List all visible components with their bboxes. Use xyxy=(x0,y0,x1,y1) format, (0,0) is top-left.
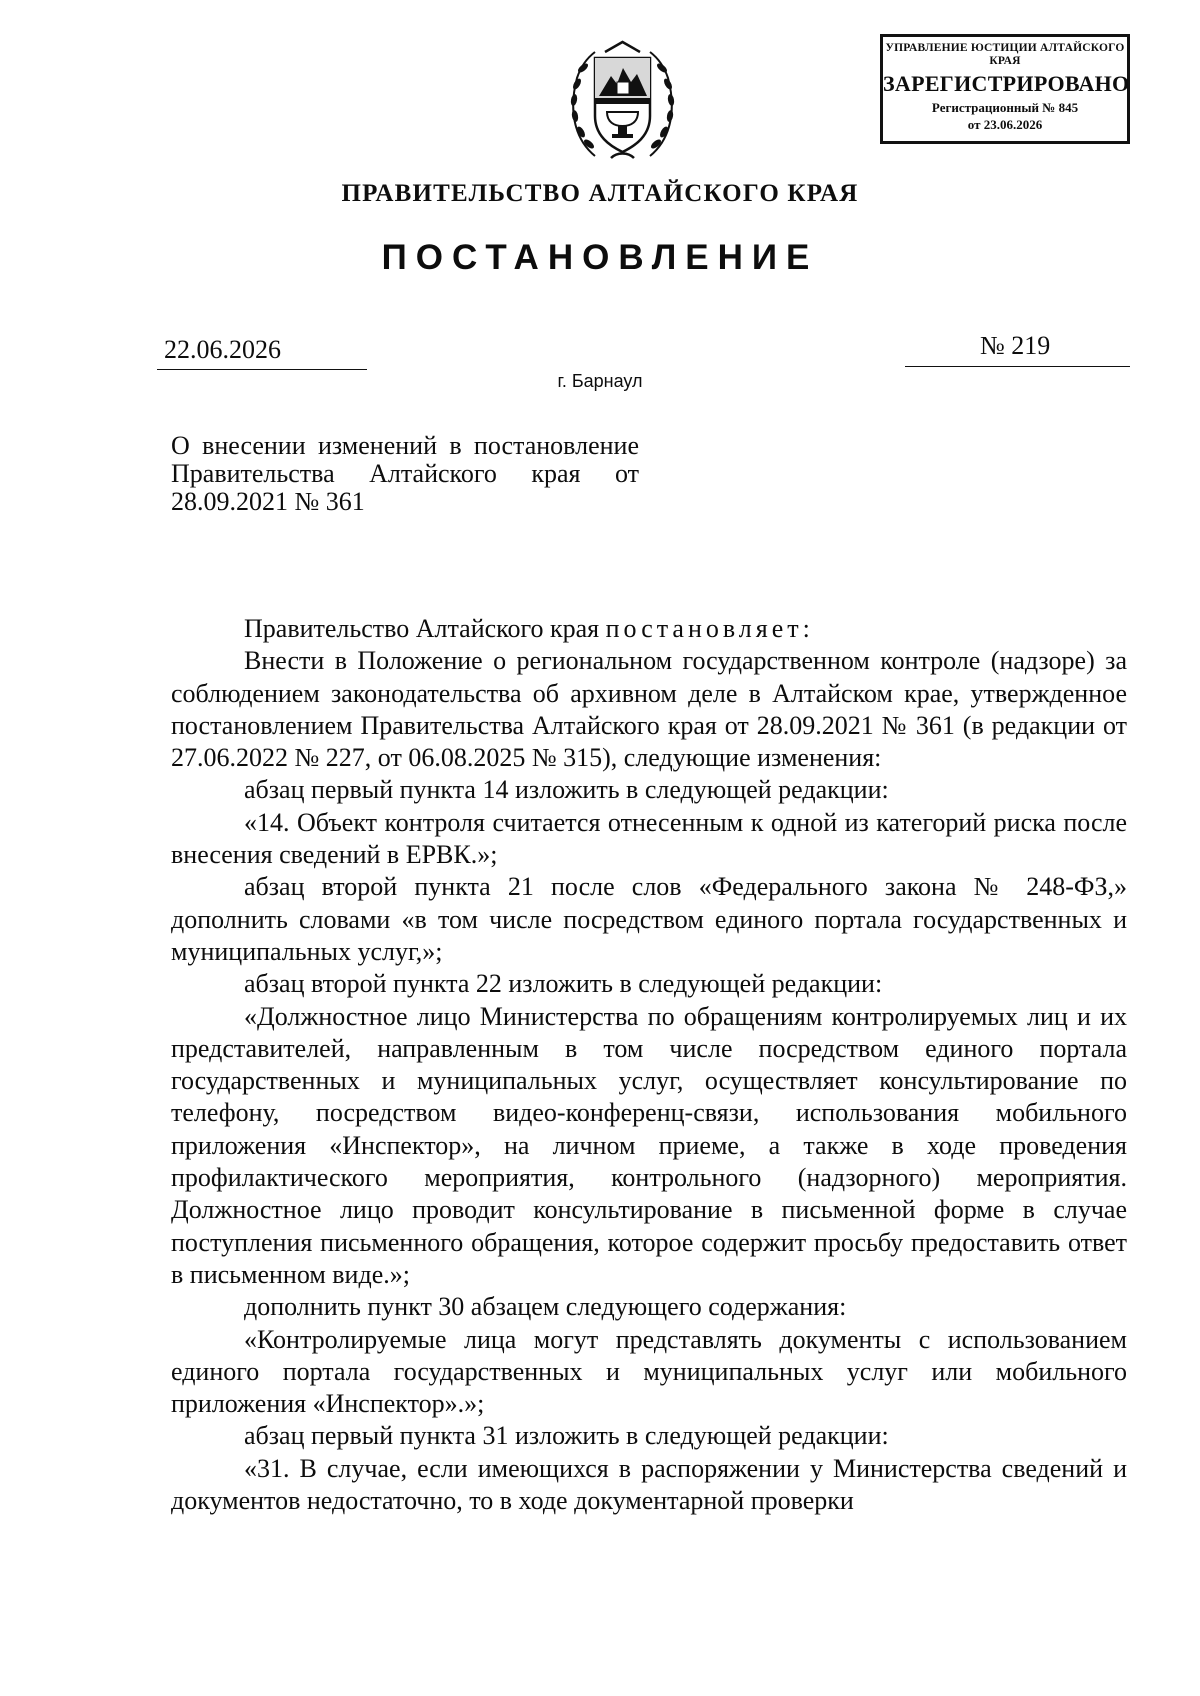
body-paragraph: абзац второй пункта 21 после слов «Федерального закона № 248-ФЗ,» дополнить словами «в том числе посредством единого портала государственных и муниципальных услуг,»; xyxy=(171,872,1127,966)
body-paragraph: абзац второй пункта 22 изложить в следующей редакции: xyxy=(244,969,883,999)
body-paragraph: «Должностное лицо Министерства по обращениям контролируемых лиц и их представителей, направленным в том числе посредством единого портала государственных и муниципальных услуг, осуществляет консультирование по телефону, посредством видео-конференц-связи, использования мобильного приложения «Инспектор», на личном приеме, а также в ходе проведения профилактического мероприятия, контрольного (надзорного) мероприятия. Должностное лицо проводит консультирование в письменной форме в случае поступления письменного обращения, которое содержит просьбу предоставить ответ в письменном виде.»; xyxy=(171,1001,1127,1289)
body-paragraph: Внести в Положение о региональном государственном контроле (надзоре) за соблюдением законодательства об архивном деле в Алтайском крае, утвержденное постановлением Правительства Алтайского края от 28.09.2021 № 361 (в редакции от 27.06.2022 № 227, от 06.08.2025 № 315), следующие изменения: xyxy=(171,646,1127,773)
number-underline xyxy=(905,366,1130,367)
body-paragraph: дополнить пункт 30 абзацем следующего содержания: xyxy=(244,1292,847,1322)
registration-stamp xyxy=(880,34,1130,144)
document-body xyxy=(171,613,1127,1517)
city-name: г. Барнаул xyxy=(557,371,643,391)
coat-of-arms-emblem xyxy=(565,38,680,166)
body-paragraph: абзац первый пункта 14 изложить в следующей редакции: xyxy=(244,775,889,805)
government-name: ПРАВИТЕЛЬСТВО АЛТАЙСКОГО КРАЯ xyxy=(341,180,859,207)
document-date: 22.06.2026 xyxy=(164,335,281,364)
body-paragraph: «14. Объект контроля считается отнесенным к одной из категорий риска после внесения сведений в ЕРВК.»; xyxy=(171,807,1127,870)
document-number: № 219 xyxy=(980,331,1051,360)
document-subject: О внесении изменений в постановление Правительства Алтайского края от 28.09.2021 № 361 xyxy=(171,431,639,516)
stamp-reg-date: от 23.06.2026 xyxy=(967,117,1043,132)
body-paragraph: абзац первый пункта 31 изложить в следующей редакции: xyxy=(244,1421,889,1451)
intro-verb: постановляет: xyxy=(605,614,814,643)
date-underline xyxy=(157,369,367,370)
stamp-status: ЗАРЕГИСТРИРОВАНО xyxy=(883,71,1130,96)
intro-prefix: Правительство Алтайского края xyxy=(244,614,606,643)
intro-paragraph xyxy=(171,613,1127,645)
body-paragraph: «31. В случае, если имеющихся в распоряжении у Министерства сведений и документов недостаточно, то в ходе документарной проверки xyxy=(171,1453,1127,1516)
document-type: ПОСТАНОВЛЕНИЕ xyxy=(381,238,819,277)
stamp-reg-number: Регистрационный № 845 xyxy=(931,100,1079,115)
body-paragraph: «Контролируемые лица могут представлять документы с использованием единого портала государственных и муниципальных услуг или мобильного приложения «Инспектор».»; xyxy=(171,1324,1127,1419)
stamp-authority: УПРАВЛЕНИЕ ЮСТИЦИИ АЛТАЙСКОГО КРАЯ xyxy=(885,42,1125,67)
